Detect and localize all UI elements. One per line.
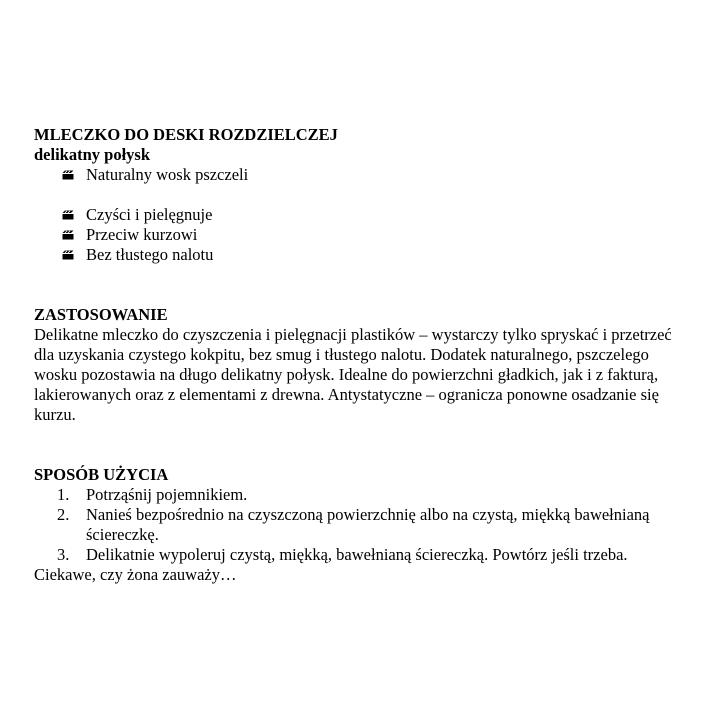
page-subtitle: delikatny połysk (34, 145, 150, 164)
feature-item (34, 225, 694, 245)
checkbox-bullet-icon (62, 230, 74, 240)
usage-step (34, 505, 706, 545)
checkbox-bullet-icon (62, 210, 74, 220)
closing-line: Ciekawe, czy żona zauważy… (34, 565, 237, 584)
section-heading-zastosowanie: ZASTOSOWANIE (34, 305, 168, 324)
feature-label: Czyści i pielęgnuje (86, 205, 213, 224)
feature-label: Przeciw kurzowi (86, 225, 198, 244)
feature-list (34, 165, 694, 265)
usage-step (34, 545, 706, 565)
section-heading-sposob-uzycia: SPOSÓB UŻYCIA (34, 465, 169, 484)
feature-item (34, 245, 694, 265)
step-number: 3. (57, 545, 70, 564)
step-text: Delikatnie wypoleruj czystą, miękką, bawełnianą ściereczką. Powtórz jeśli trzeba. (86, 545, 628, 564)
step-text: Potrząśnij pojemnikiem. (86, 485, 248, 504)
page-title: MLECZKO DO DESKI ROZDZIELCZEJ (34, 125, 338, 144)
checkbox-bullet-icon (62, 250, 74, 260)
feature-item (34, 165, 694, 185)
step-text: Nanieś bezpośrednio na czyszczoną powierzchnię albo na czystą, miękką bawełnianą ściereczkę. (86, 505, 650, 544)
usage-steps (34, 485, 694, 565)
zastosowanie-paragraph: Delikatne mleczko do czyszczenia i pielęgnacji plastików – wystarczy tylko spryskać i przetrzeć dla uzyskania czystego kokpitu, bez smug i tłustego nalotu. Dodatek naturalnego, pszczelego wosku pozostawia na długo delikatny połysk. Idealne do powierzchni gładkich, jak i z fakturą, lakierowanych oraz z elementami z drewna. Antystatyczne – ogranicza ponowne osadzanie się kurzu. (34, 325, 672, 424)
step-number: 1. (57, 485, 70, 504)
usage-step (34, 485, 706, 505)
feature-label: Bez tłustego nalotu (86, 245, 214, 264)
feature-label: Naturalny wosk pszczeli (86, 165, 249, 184)
step-number: 2. (57, 505, 70, 524)
document-page (34, 125, 694, 585)
feature-item (34, 205, 694, 225)
checkbox-bullet-icon (62, 170, 74, 180)
